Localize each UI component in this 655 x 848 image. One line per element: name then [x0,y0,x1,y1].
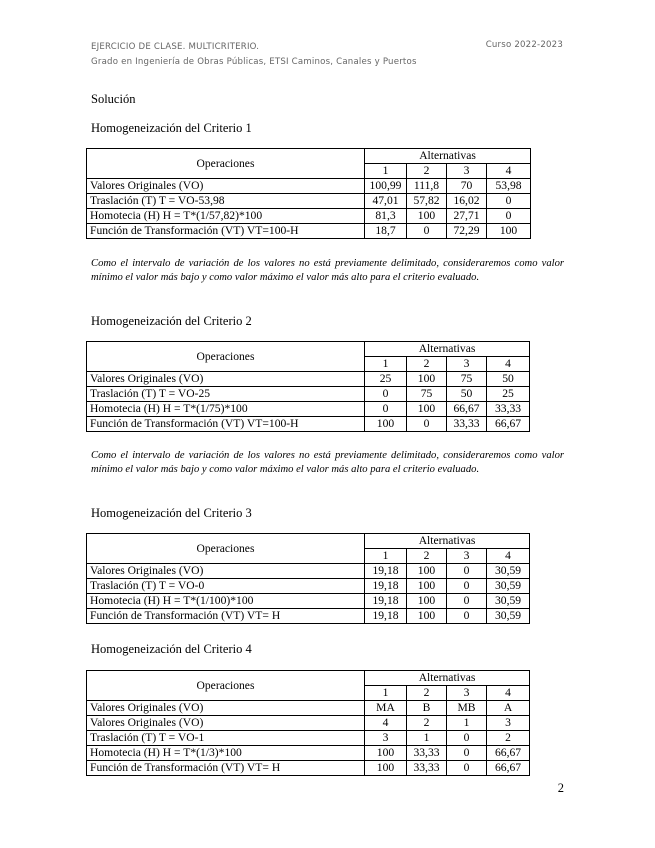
cell-value: 53,98 [487,179,531,194]
cell-value: 111,8 [407,179,447,194]
row-label: Valores Originales (VO) [87,372,365,387]
cell-value: 30,59 [487,594,530,609]
alternativas-header: Alternativas [365,342,530,357]
row-label: Valores Originales (VO) [87,564,365,579]
criterio-2-title: Homogeneización del Criterio 2 [91,314,252,328]
cell-value: 33,33 [447,417,487,432]
cell-value: 47,01 [365,194,407,209]
cell-value: 0 [365,402,407,417]
cell-value: 33,33 [407,761,447,776]
cell-value: 57,82 [407,194,447,209]
cell-value: 0 [407,224,447,239]
cell-value: 75 [447,372,487,387]
criterio-3-title: Homogeneización del Criterio 3 [91,506,252,520]
solution-heading: Solución [91,92,136,106]
table-row [87,716,530,731]
criterio-1-table [86,148,531,239]
cell-value: 66,67 [487,417,530,432]
cell-value: 30,59 [487,564,530,579]
row-label: Función de Transformación (VT) VT= H [87,761,365,776]
criterio-2-note: Como el intervalo de variación de los valores no está previamente delimitado, consideraremos como valor mínimo el valor más bajo y como valor máximo el valor más alto para el criterio evaluado. [91,450,564,475]
header-title: EJERCICIO DE CLASE. MULTICRITERIO. [91,42,260,52]
alt-col-header: 4 [487,549,530,564]
table-row [87,761,530,776]
cell-value: 0 [365,387,407,402]
cell-value: 72,29 [447,224,487,239]
table-row [87,194,531,209]
cell-value: 0 [487,194,531,209]
cell-value: 100 [407,594,447,609]
cell-value: 81,3 [365,209,407,224]
cell-value: 100,99 [365,179,407,194]
cell-value: 50 [487,372,530,387]
header-subtitle: Grado en Ingeniería de Obras Públicas, ETSI Caminos, Canales y Puertos [91,57,417,67]
cell-value: 27,71 [447,209,487,224]
page-number: 2 [557,781,564,795]
cell-value: 100 [487,224,531,239]
alternativas-header: Alternativas [365,534,530,549]
cell-value: 0 [447,564,487,579]
alt-col-header: 2 [407,686,447,701]
cell-value: 30,59 [487,609,530,624]
alt-col-header: 3 [447,164,487,179]
alt-col-header: 2 [407,357,447,372]
row-label: Traslación (T) T = VO-0 [87,579,365,594]
alternativas-header: Alternativas [365,149,531,164]
cell-value: 66,67 [487,746,530,761]
cell-value: 2 [407,716,447,731]
criterio-3-table [86,533,530,624]
cell-value: 0 [447,594,487,609]
alt-col-header: 2 [407,164,447,179]
cell-value: 0 [447,731,487,746]
cell-value: 70 [447,179,487,194]
cell-value: 2 [487,731,530,746]
cell-value: 100 [407,579,447,594]
row-label: Homotecia (H) H = T*(1/3)*100 [87,746,365,761]
cell-value: 4 [365,716,407,731]
cell-value: 66,67 [487,761,530,776]
cell-value: 100 [407,609,447,624]
cell-value: 3 [365,731,407,746]
table-row [87,224,531,239]
cell-value: MB [447,701,487,716]
table-row [87,179,531,194]
header-course: Curso 2022-2023 [485,40,563,50]
row-label: Homotecia (H) H = T*(1/100)*100 [87,594,365,609]
alt-col-header: 4 [487,357,530,372]
cell-value: MA [365,701,407,716]
operaciones-header: Operaciones [87,342,365,372]
alt-col-header: 4 [487,164,531,179]
operaciones-header: Operaciones [87,534,365,564]
table-row [87,372,530,387]
table-row [87,579,530,594]
cell-value: 0 [447,746,487,761]
alt-col-header: 3 [447,357,487,372]
table-row [87,609,530,624]
criterio-4-title: Homogeneización del Criterio 4 [91,642,252,656]
cell-value: 1 [407,731,447,746]
table-row [87,417,530,432]
cell-value: 0 [407,417,447,432]
page-header [91,40,417,70]
cell-value: 100 [407,209,447,224]
row-label: Función de Transformación (VT) VT=100-H [87,224,365,239]
cell-value: 16,02 [447,194,487,209]
cell-value: 100 [407,372,447,387]
alt-col-header: 1 [365,549,407,564]
criterio-2-table [86,341,530,432]
cell-value: 100 [365,746,407,761]
alt-col-header: 4 [487,686,530,701]
cell-value: 0 [447,579,487,594]
cell-value: 100 [365,417,407,432]
cell-value: A [487,701,530,716]
cell-value: 50 [447,387,487,402]
operaciones-header: Operaciones [87,671,365,701]
cell-value: 1 [447,716,487,731]
alt-col-header: 3 [447,686,487,701]
alternativas-header: Alternativas [365,671,530,686]
criterio-1-title: Homogeneización del Criterio 1 [91,121,252,135]
criterio-1-note: Como el intervalo de variación de los valores no está previamente delimitado, consideraremos como valor mínimo el valor más bajo y como valor máximo el valor más alto para el criterio evaluado. [91,258,564,283]
cell-value: B [407,701,447,716]
cell-value: 75 [407,387,447,402]
cell-value: 25 [487,387,530,402]
row-label: Valores Originales (VO) [87,716,365,731]
cell-value: 100 [407,402,447,417]
cell-value: 66,67 [447,402,487,417]
row-label: Homotecia (H) H = T*(1/75)*100 [87,402,365,417]
alt-col-header: 1 [365,686,407,701]
alt-col-header: 3 [447,549,487,564]
cell-value: 0 [447,761,487,776]
alt-col-header: 1 [365,164,407,179]
cell-value: 19,18 [365,594,407,609]
table-row [87,387,530,402]
row-label: Homotecia (H) H = T*(1/57,82)*100 [87,209,365,224]
row-label: Valores Originales (VO) [87,179,365,194]
criterio-4-table [86,670,530,776]
table-row [87,731,530,746]
cell-value: 30,59 [487,579,530,594]
cell-value: 0 [487,209,531,224]
cell-value: 100 [365,761,407,776]
table-row [87,209,531,224]
row-label: Traslación (T) T = VO-53,98 [87,194,365,209]
table-row [87,594,530,609]
cell-value: 19,18 [365,564,407,579]
cell-value: 33,33 [407,746,447,761]
operaciones-header: Operaciones [87,149,365,179]
cell-value: 33,33 [487,402,530,417]
table-row [87,701,530,716]
table-row [87,746,530,761]
alt-col-header: 1 [365,357,407,372]
row-label: Traslación (T) T = VO-1 [87,731,365,746]
row-label: Función de Transformación (VT) VT= H [87,609,365,624]
row-label: Valores Originales (VO) [87,701,365,716]
cell-value: 3 [487,716,530,731]
cell-value: 19,18 [365,579,407,594]
row-label: Función de Transformación (VT) VT=100-H [87,417,365,432]
table-row [87,402,530,417]
cell-value: 18,7 [365,224,407,239]
cell-value: 25 [365,372,407,387]
cell-value: 0 [447,609,487,624]
row-label: Traslación (T) T = VO-25 [87,387,365,402]
cell-value: 100 [407,564,447,579]
cell-value: 19,18 [365,609,407,624]
alt-col-header: 2 [407,549,447,564]
table-row [87,564,530,579]
